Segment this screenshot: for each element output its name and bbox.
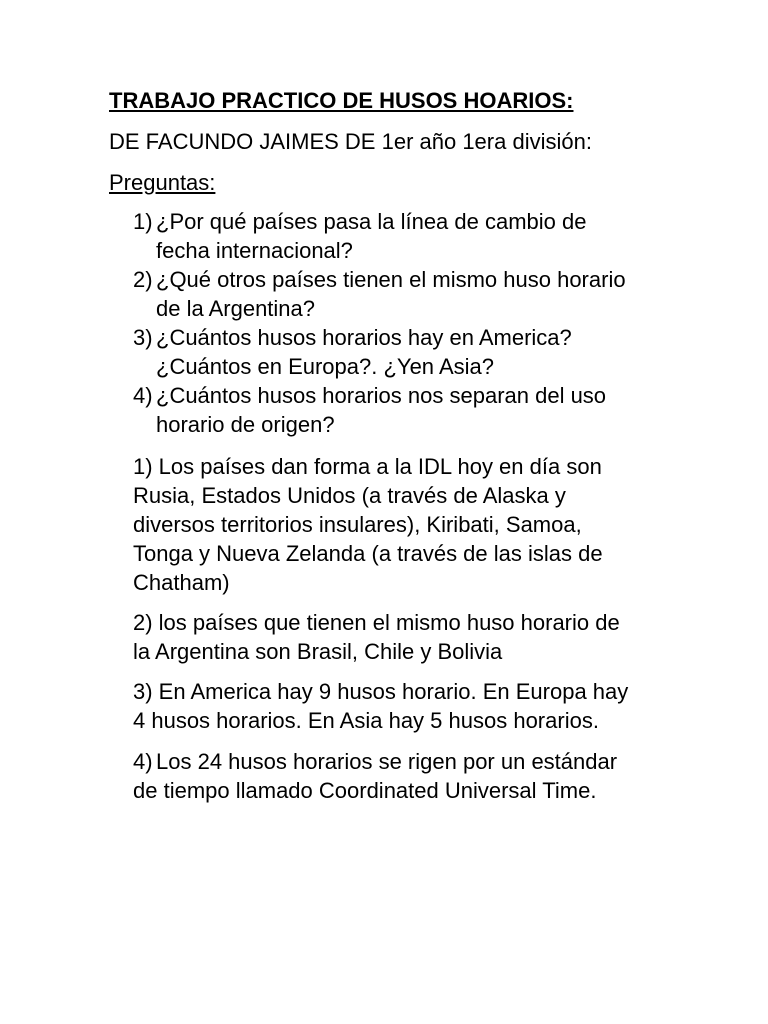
answer-line: Tonga y Nueva Zelanda (a través de las islas de	[133, 541, 603, 566]
question-line: ¿Cuántos husos horarios nos separan del uso	[156, 383, 607, 408]
answer-line: 4 husos horarios. En Asia hay 5 husos horarios.	[133, 708, 599, 733]
answer-line	[133, 747, 617, 776]
question-number: 2)	[133, 267, 153, 292]
answer-paragraph-2	[133, 608, 620, 666]
answer-line: la Argentina son Brasil, Chile y Bolivia	[133, 639, 503, 664]
answer-line: de tiempo llamado Coordinated Universal Time.	[133, 778, 597, 803]
question-line: de la Argentina?	[156, 296, 316, 321]
answer-number: 4)	[133, 749, 153, 774]
questions-heading: Preguntas:	[109, 170, 216, 195]
answer-paragraph-3	[133, 677, 628, 735]
answer-paragraph-1	[133, 452, 603, 597]
questions-list	[133, 207, 626, 439]
question-number: 4)	[133, 383, 153, 408]
answer-line: Chatham)	[133, 570, 230, 595]
question-item-2	[133, 265, 626, 323]
document-title: TRABAJO PRACTICO DE HUSOS HOARIOS:	[109, 88, 574, 113]
question-number: 3)	[133, 325, 153, 350]
answer-line: 2) los países que tienen el mismo huso horario de	[133, 610, 620, 635]
document-subtitle: DE FACUNDO JAIMES DE 1er año 1era división:	[109, 129, 592, 154]
answer-line: 1) Los países dan forma a la IDL hoy en día son	[133, 454, 602, 479]
question-line: ¿Cuántos husos horarios hay en America?	[156, 325, 572, 350]
question-line: fecha internacional?	[156, 238, 353, 263]
question-line: ¿Qué otros países tienen el mismo huso horario	[156, 267, 626, 292]
question-item-3	[133, 323, 626, 381]
question-line: horario de origen?	[156, 412, 335, 437]
answer-paragraph-4	[133, 747, 617, 805]
answer-line: diversos territorios insulares), Kiribati, Samoa,	[133, 512, 582, 537]
answer-first-line: Los 24 husos horarios se rigen por un estándar	[156, 749, 618, 774]
question-number: 1)	[133, 209, 153, 234]
answer-line: Rusia, Estados Unidos (a través de Alaska y	[133, 483, 566, 508]
question-item-4	[133, 381, 626, 439]
question-line: ¿Por qué países pasa la línea de cambio de	[156, 209, 587, 234]
question-item-1	[133, 207, 626, 265]
answer-line: 3) En America hay 9 husos horario. En Europa hay	[133, 679, 629, 704]
question-line: ¿Cuántos en Europa?. ¿Yen Asia?	[156, 354, 494, 379]
